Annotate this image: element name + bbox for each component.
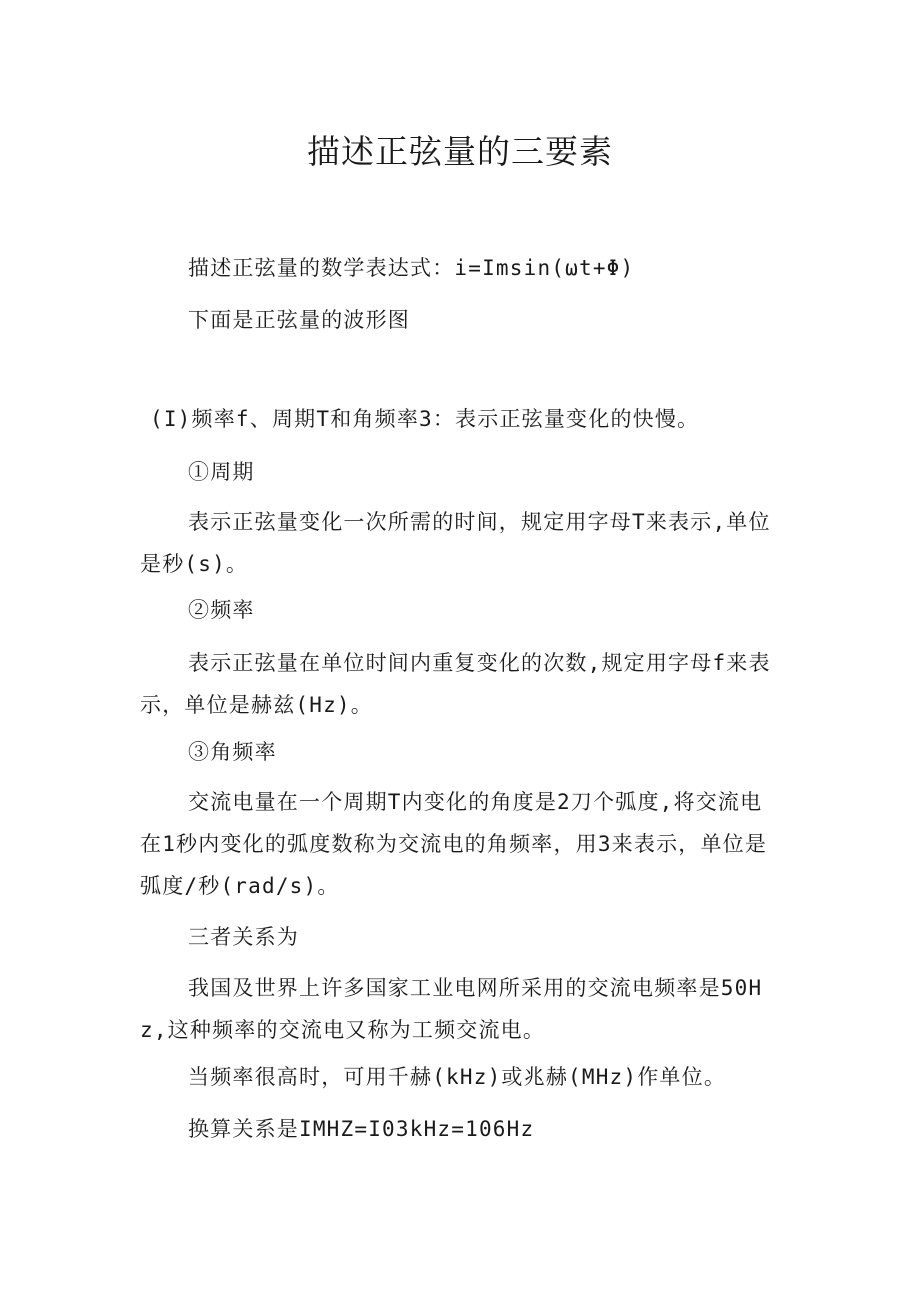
waveform-intro-paragraph: 下面是正弦量的波形图 <box>188 308 410 332</box>
angular-frequency-description: 交流电量在一个周期T内变化的角度是2刀个弧度,将交流电在1秒内变化的弧度数称为交流电的角频率，用3来表示，单位是弧度/秒(rad/s)。 <box>140 790 768 898</box>
frequency-description: 表示正弦量在单位时间内重复变化的次数,规定用字母f来表示，单位是赫兹(Hz)。 <box>140 651 771 717</box>
high-frequency-description: 当频率很高时，可用千赫(kHz)或兆赫(MHz)作单位。 <box>188 1065 727 1089</box>
formula-paragraph: 描述正弦量的数学表达式：i=Imsin(ωt+Φ) <box>188 256 635 280</box>
period-description: 表示正弦量变化一次所需的时间，规定用字母T来表示,单位是秒(s)。 <box>140 510 771 576</box>
unit-conversion-description: 换算关系是IMHZ=I03kHz=106Hz <box>188 1117 535 1141</box>
frequency-heading: ②频率 <box>188 598 255 622</box>
section-heading-frequency-period: (I)频率f、周期T和角频率3：表示正弦量变化的快慢。 <box>150 407 700 431</box>
power-grid-description: 我国及世界上许多国家工业电网所采用的交流电频率是50Hz,这种频率的交流电又称为工频交流电。 <box>140 976 763 1042</box>
period-heading: ①周期 <box>188 460 255 484</box>
angular-frequency-heading: ③角频率 <box>188 740 277 764</box>
document-title: 描述正弦量的三要素 <box>307 132 613 171</box>
relation-heading: 三者关系为 <box>188 925 299 949</box>
